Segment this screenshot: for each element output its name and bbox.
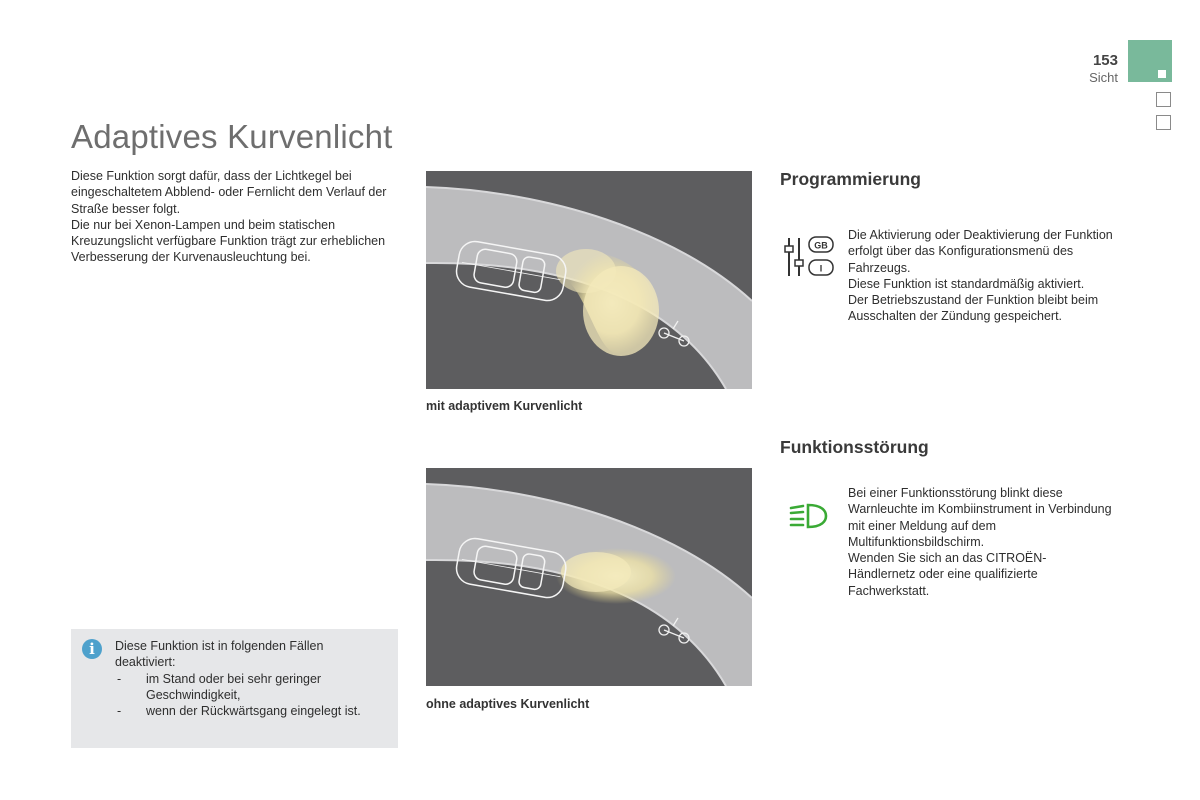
page-title: Adaptives Kurvenlicht bbox=[71, 118, 393, 155]
programming-paragraph: Die Aktivierung oder Deaktivierung der Funktion erfolgt über das Konfigurationsmenü des Fahrzeugs. bbox=[848, 228, 1113, 275]
section-label: Sicht bbox=[1089, 70, 1118, 85]
list-bullet: - bbox=[117, 704, 122, 719]
intro-text bbox=[71, 168, 401, 266]
programming-text bbox=[848, 227, 1113, 325]
list-item bbox=[115, 703, 385, 719]
malfunction-paragraph: Bei einer Funktionsstörung blinkt diese Warnleuchte im Kombiinstrument in Verbindung mit einer Meldung auf dem Multifunktionsbildschirm. bbox=[848, 486, 1112, 549]
programming-paragraph: Der Betriebszustand der Funktion bleibt beim Ausschalten der Zündung gespeichert. bbox=[848, 293, 1099, 324]
list-bullet: - bbox=[117, 671, 122, 686]
icon-label: I bbox=[819, 263, 823, 274]
illustration-static-light bbox=[426, 468, 752, 686]
section-tab-active bbox=[1128, 40, 1172, 82]
icon-label: GB bbox=[814, 240, 828, 251]
headlamp-warning-icon bbox=[788, 502, 830, 530]
list-item bbox=[115, 671, 385, 704]
section-tab-box bbox=[1156, 92, 1171, 107]
info-icon: i bbox=[82, 639, 102, 659]
section-heading-malfunction: Funktionsstörung bbox=[780, 437, 929, 457]
figure-caption: ohne adaptives Kurvenlicht bbox=[426, 697, 590, 711]
configuration-menu-icon bbox=[784, 236, 836, 278]
info-box bbox=[71, 629, 398, 748]
intro-paragraph: Diese Funktion sorgt dafür, dass der Lichtkegel bei eingeschaltetem Abblend- oder Fernlicht dem Verlauf der Straße besser folgt. bbox=[71, 169, 387, 216]
programming-paragraph: Diese Funktion ist standardmäßig aktiviert. bbox=[848, 276, 1085, 291]
section-heading-programming: Programmierung bbox=[780, 169, 921, 189]
intro-paragraph: Die nur bei Xenon-Lampen und beim statischen Kreuzungslicht verfügbare Funktion trägt zur erheblichen Verbesserung der Kurvenausleuchtung bei. bbox=[71, 217, 386, 265]
malfunction-text bbox=[848, 485, 1113, 599]
section-tab-box bbox=[1156, 115, 1171, 130]
list-item-text: im Stand oder bei sehr geringer Geschwindigkeit, bbox=[146, 671, 322, 702]
info-intro: Diese Funktion ist in folgenden Fällen deaktiviert: bbox=[115, 639, 324, 670]
illustration-adaptive-light bbox=[426, 171, 752, 389]
figure-caption: mit adaptivem Kurvenlicht bbox=[426, 399, 583, 413]
list-item-text: wenn der Rückwärtsgang eingelegt ist. bbox=[146, 704, 361, 719]
page-number: 153 bbox=[1092, 52, 1118, 69]
info-text bbox=[115, 638, 385, 719]
malfunction-paragraph: Wenden Sie sich an das CITROËN-Händlernetz oder eine qualifizierte Fachwerkstatt. bbox=[848, 551, 1047, 598]
